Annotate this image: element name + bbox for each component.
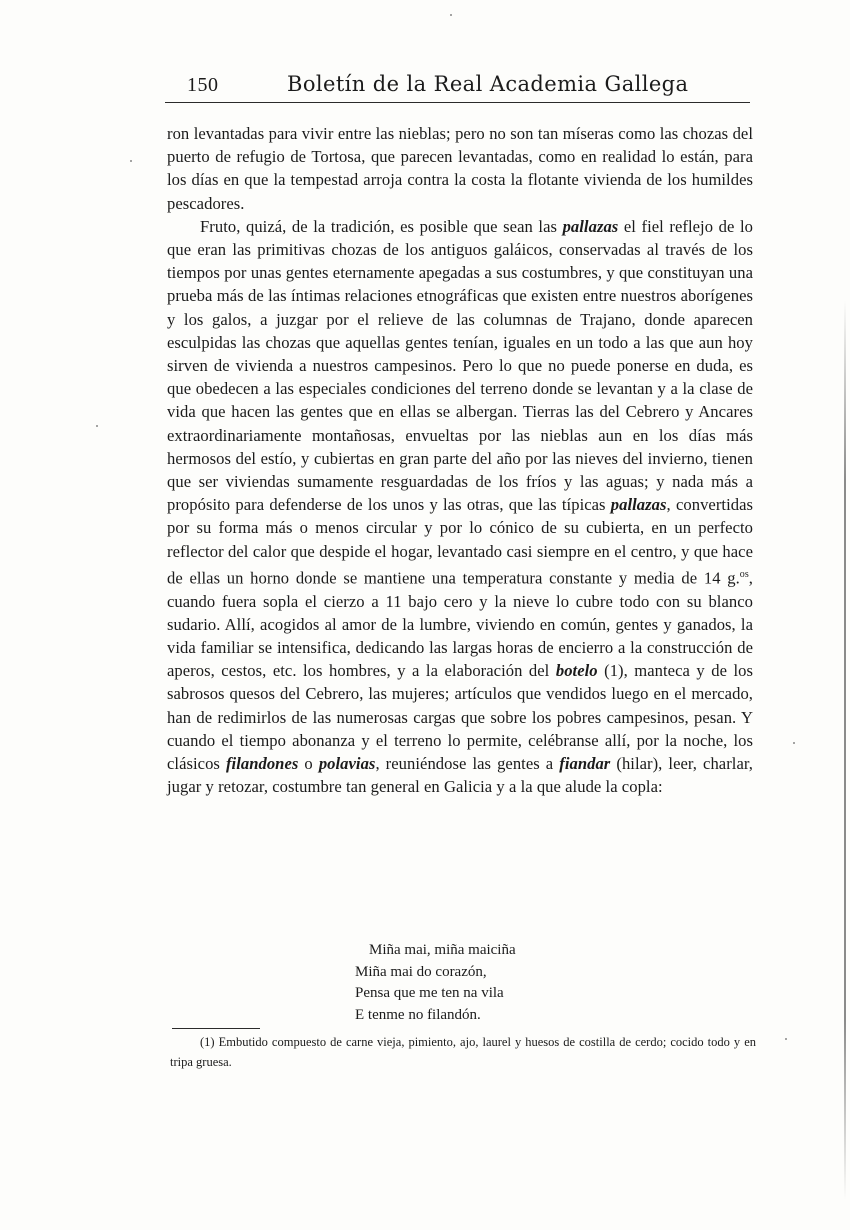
- paragraph-2-text: (hilar), leer, charlar, jugar y retozar, costumbre tan general en Galicia y a la que alude la copla:: [167, 754, 753, 797]
- degree-superscript: os: [739, 568, 749, 580]
- footnote-rule: [172, 1028, 260, 1029]
- poem-copla: [355, 940, 615, 1026]
- running-title: Boletín de la Real Academia Gallega: [287, 72, 689, 96]
- italic-term-polavias: polavias: [318, 754, 376, 774]
- paragraph-2-text: , reuniéndose las gentes a: [375, 754, 560, 774]
- paragraph-2-text: (1), manteca y de los sabrosos quesos del Cebrero, las mujeres; artículos que vendidos luego en el mercado, han de redimirlos de las numerosas cargas que sobre los pobres campesinos, pesan. Y cuando el tiempo abonanza y el terreno lo permite, celébranse allí, por la noche, los clásicos: [167, 661, 754, 774]
- paragraph-2-text: , convertidas por su forma más o menos circular y por lo cónico de su cubierta, en un perfecto reflector del calor que despide el hogar, levantado casi siempre en el centro, y que hace de ellas un horno donde se mantiene una temperatura constante y media de 14 g.: [167, 495, 753, 588]
- italic-term-fiandar: fiandar: [559, 754, 611, 774]
- paragraph-1: ron levantadas para vivir entre las nieblas; pero no son tan míseras como las chozas del puerto de refugio de Tortosa, que parecen levantadas, como en realidad lo están, para los días en que la tempestad arroja contra la costa la flotante vivienda de los humildes pescadores.: [167, 124, 753, 213]
- scan-speck: [450, 14, 452, 16]
- italic-term-pallazas-2: pallazas: [610, 495, 667, 515]
- body-text: [167, 122, 753, 798]
- scan-speck: [793, 742, 795, 744]
- poem-line-3: Pensa que me ten na vila: [355, 985, 504, 1001]
- scan-speck: [785, 1038, 787, 1040]
- scan-speck: [130, 160, 132, 162]
- page-number: 150: [187, 74, 219, 96]
- page-header: [165, 72, 750, 102]
- paragraph-2-text: Fruto, quizá, de la tradición, es posible que sean las: [200, 216, 563, 236]
- paragraph-2-text: el fiel reflejo de lo que eran las primitivas chozas de los antiguos galáicos, conservadas al través de los tiempos por unas gentes eternamente apegadas a sus costumbres, y que constituyan una prueba más de las íntimas relaciones etnográficas que existen entre nuestros aborígenes y los galos, a juzgar por el relieve de las columnas de Trajano, donde aparecen esculpidas las chozas que aquellas gentes tenían, iguales en un todo a las que aun hoy sirven de vivienda a nuestros campesinos. Pero lo que no puede ponerse en duda, es que obedecen a las especiales condiciones del terreno donde se levantan y a la clase de vida que hacen las gentes que en ellas se albergan. Tierras las del Cebrero y Ancares extraordinariamente montañosas, envueltas por las nieblas aun en los días más hermosos del estío, y cubiertas en gran parte del año por las nieves del invierno, tienen que ser viviendas sumamente resguardadas de los fríos y las aguas; y nada más a propósito para defenderse de los unos y las otras, que las típicas: [167, 216, 753, 515]
- paragraph-2-text: , cuando fuera sopla el cierzo a 11 bajo cero y la nieve lo cubre todo con su blanco sudario. Allí, acogidos al amor de la lumbre, viviendo en común, gentes y ganados, la vida familiar se intensifica, dedicando las largas horas de encierro a la construcción de aperos, cestos, etc. los hombres, y a la elaboración del: [167, 568, 753, 681]
- poem-line-1: Miña mai, miña maiciña: [369, 942, 516, 958]
- header-rule: [165, 102, 750, 103]
- paragraph-2-text: o: [298, 754, 319, 774]
- scan-speck: [96, 425, 98, 427]
- italic-term-filandones: filandones: [225, 754, 299, 774]
- paragraph-2: [167, 215, 753, 799]
- italic-term-botelo: botelo: [555, 661, 598, 681]
- footnote: (1) Embutido compuesto de carne vieja, pimiento, ajo, laurel y huesos de costilla de cerdo; cocido todo y en tripa gruesa.: [170, 1035, 756, 1069]
- poem-line-2: Miña mai do corazón,: [355, 963, 487, 980]
- page-edge-shadow: [844, 300, 846, 1200]
- italic-term-pallazas: pallazas: [562, 216, 619, 236]
- poem-line-4: E tenme no filandón.: [355, 1006, 481, 1023]
